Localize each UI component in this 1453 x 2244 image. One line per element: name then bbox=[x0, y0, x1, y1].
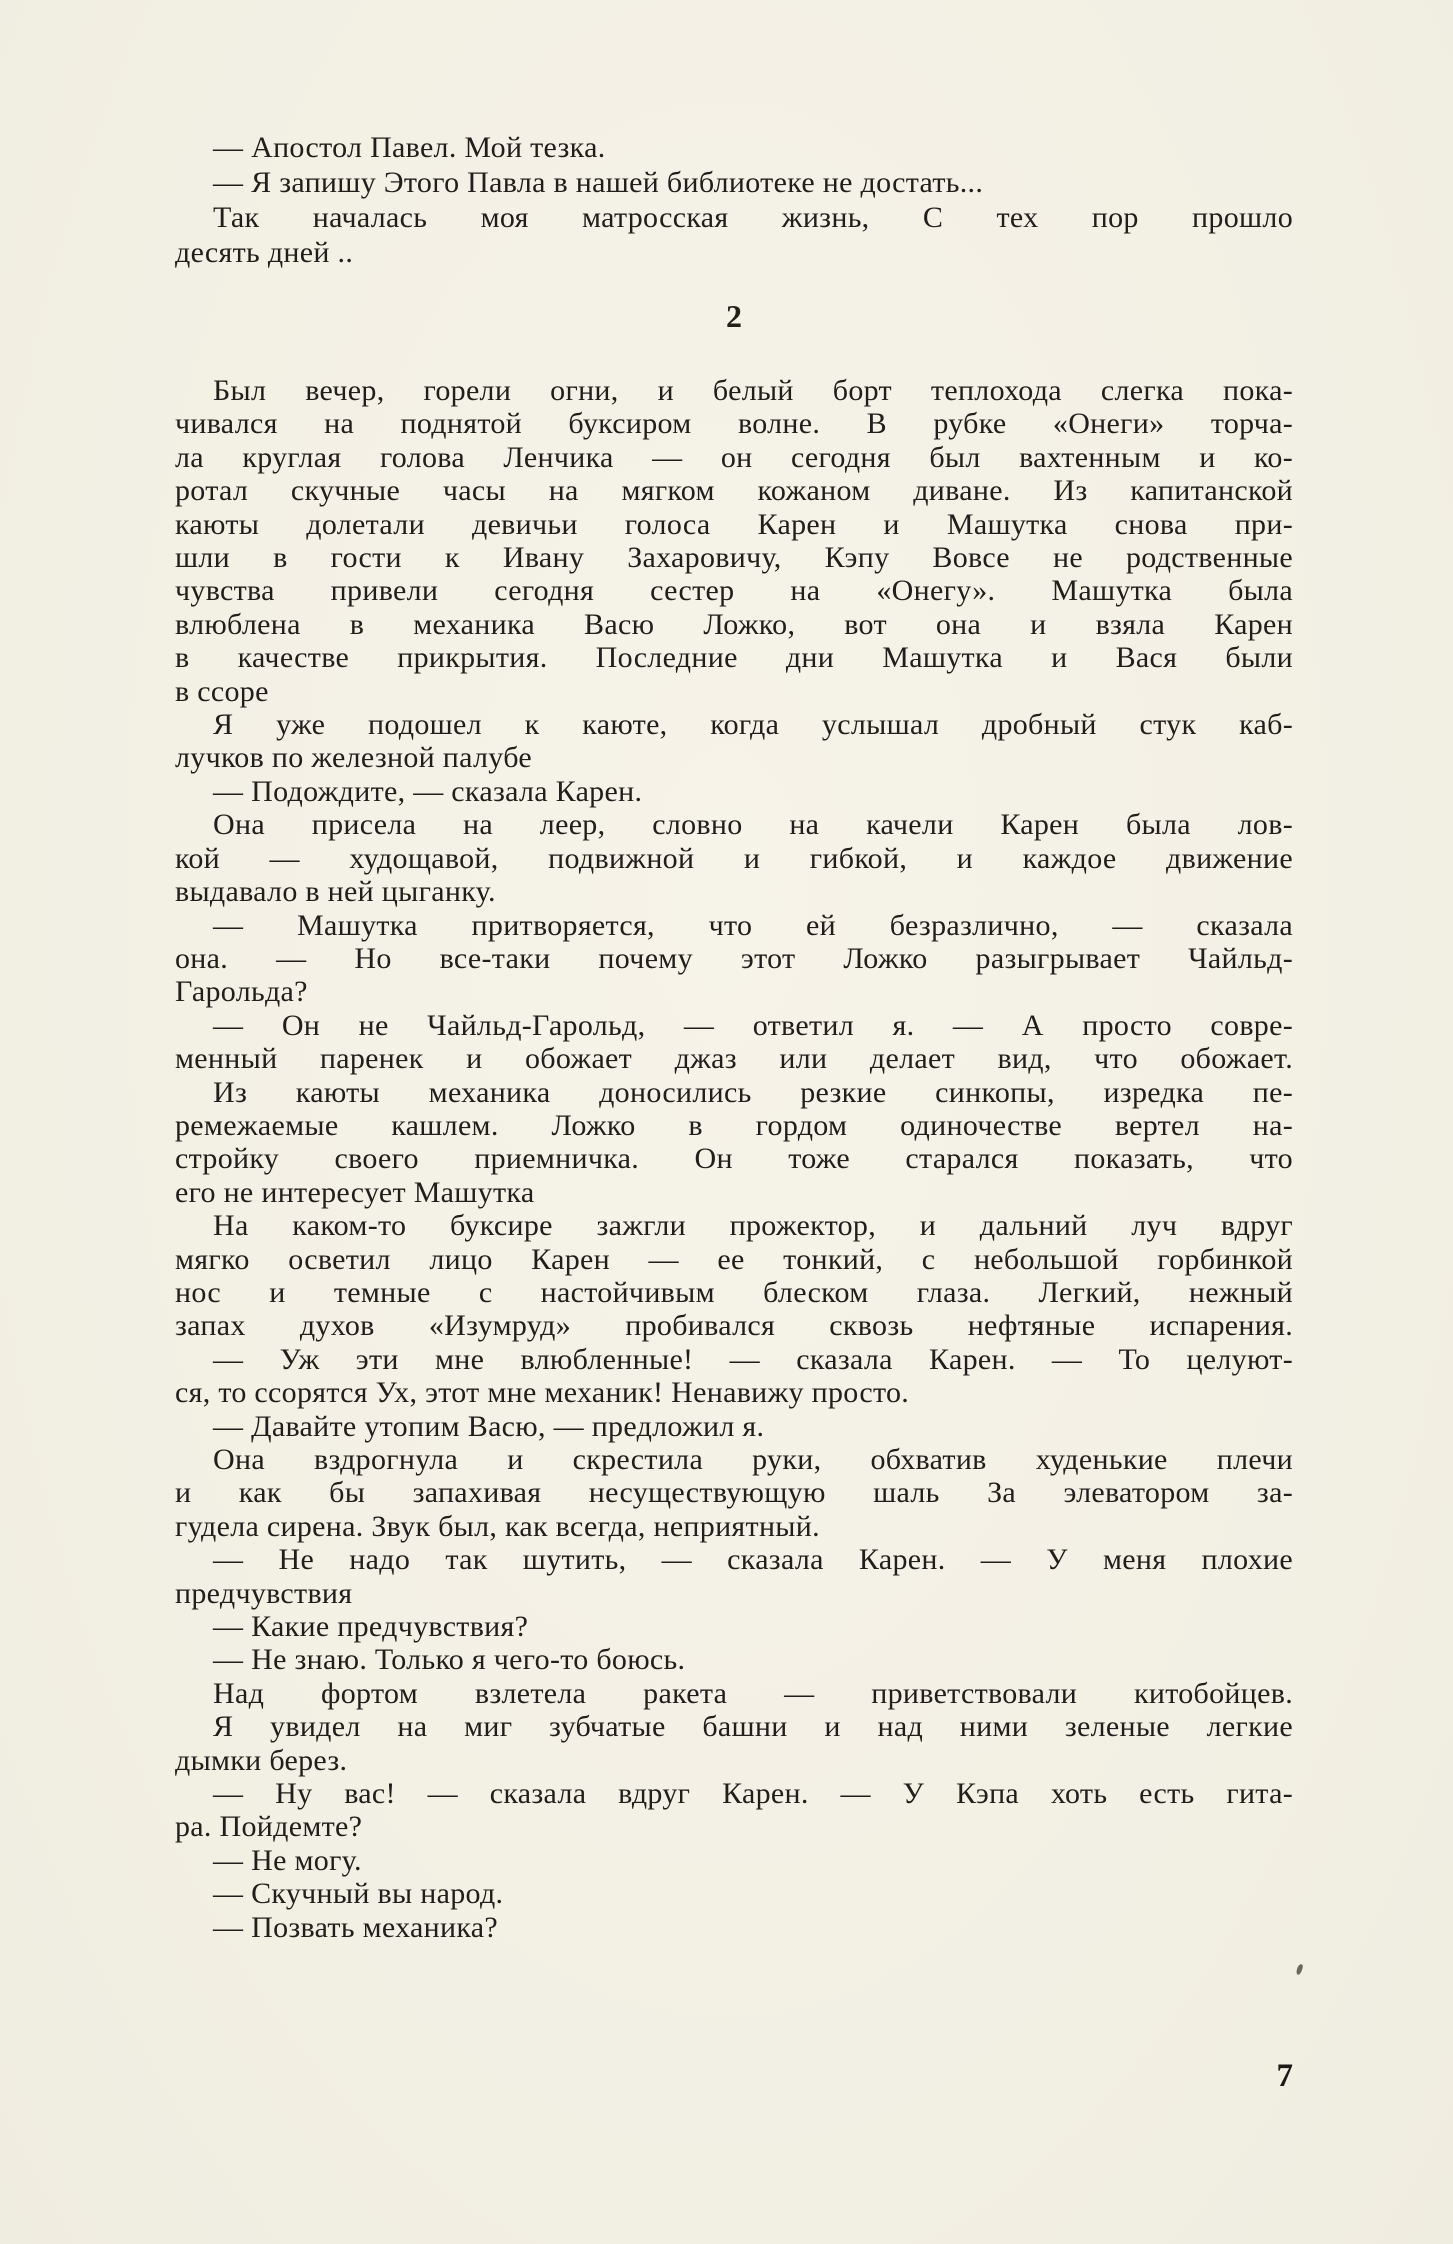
text-line: Гарольда? bbox=[175, 975, 308, 1009]
section-heading: 2 bbox=[726, 298, 742, 334]
text-line: ротал скучные часы на мягком кожаном диване. Из капитанской bbox=[175, 474, 1293, 508]
text-line: каюты долетали девичьи голоса Карен и Машутка снова при- bbox=[175, 507, 1293, 541]
text-line: менный паренек и обожает джаз или делает вид, что обожает. bbox=[175, 1042, 1293, 1076]
ink-speck bbox=[1295, 1963, 1303, 1975]
body-text bbox=[175, 374, 1293, 1944]
text-line: ся, то ссорятся Ух, этот мне механик! Ненавижу просто. bbox=[175, 1376, 910, 1410]
text-line: она. — Но все-таки почему этот Ложко разыгрывает Чайльд- bbox=[175, 941, 1293, 975]
text-line: — Позвать механика? bbox=[213, 1910, 499, 1944]
text-line: — Я запишу Этого Павла в нашей библиотеке не достать... bbox=[213, 166, 984, 199]
text-line: — Давайте утопим Васю, — предложил я. bbox=[213, 1409, 765, 1443]
text-line: ра. Пойдемте? bbox=[175, 1810, 363, 1844]
text-line: влюблена в механика Васю Ложко, вот она и взяла Карен bbox=[175, 607, 1293, 641]
text-line: стройку своего приемничка. Он тоже старался показать, что bbox=[175, 1142, 1293, 1176]
text-line: кой — худощавой, подвижной и гибкой, и каждое движение bbox=[175, 841, 1293, 875]
text-line: На каком-то буксире зажгли прожектор, и дальний луч вдруг bbox=[213, 1209, 1293, 1243]
text-line: — Не могу. bbox=[213, 1843, 362, 1877]
text-line: Я увидел на миг зубчатые башни и над ними зеленые легкие bbox=[213, 1710, 1293, 1744]
text-line: предчувствия bbox=[175, 1576, 353, 1610]
text-line: — Скучный вы народ. bbox=[213, 1877, 504, 1911]
text-line: лучков по железной палубе bbox=[175, 741, 532, 775]
text-line: и как бы запахивая несуществующую шаль За элеватором за- bbox=[175, 1476, 1293, 1510]
text-line: запах духов «Изумруд» пробивался сквозь нефтяные испарения. bbox=[175, 1309, 1293, 1343]
text-line: в качестве прикрытия. Последние дни Машутка и Вася были bbox=[175, 641, 1293, 675]
text-line: — Не знаю. Только я чего-то боюсь. bbox=[213, 1643, 686, 1677]
text-line: шли в гости к Ивану Захаровичу, Кэпу Вовсе не родственные bbox=[175, 541, 1293, 575]
text-line: Она присела на леер, словно на качели Карен была лов- bbox=[213, 808, 1293, 842]
text-line: его не интересует Машутка bbox=[175, 1175, 535, 1209]
text-line: — Машутка притворяется, что ей безразлично, — сказала bbox=[213, 908, 1293, 942]
text-line: чувства привели сегодня сестер на «Онегу». Машутка была bbox=[175, 574, 1293, 608]
text-line: — Уж эти мне влюбленные! — сказала Карен. — То целуют- bbox=[213, 1342, 1293, 1376]
text-line: дымки берез. bbox=[175, 1743, 348, 1777]
text-line: ла круглая голова Ленчика — он сегодня был вахтенным и ко- bbox=[175, 440, 1293, 474]
text-line: — Ну вас! — сказала вдруг Карен. — У Кэпа хоть есть гита- bbox=[213, 1777, 1293, 1811]
text-line: выдавало в ней цыганку. bbox=[175, 875, 496, 909]
text-line: гудела сирена. Звук был, как всегда, неприятный. bbox=[175, 1509, 820, 1543]
text-line: Над фортом взлетела ракета — приветствовали китобойцев. bbox=[213, 1676, 1293, 1710]
text-line: Я уже подошел к каюте, когда услышал дробный стук каб- bbox=[213, 708, 1293, 742]
text-line: десять дней .. bbox=[175, 236, 354, 269]
text-line: Из каюты механика доносились резкие синкопы, изредка пе- bbox=[213, 1075, 1293, 1109]
text-line: — Не надо так шутить, — сказала Карен. — У меня плохие bbox=[213, 1543, 1293, 1577]
text-line: — Он не Чайльд-Гарольд, — ответил я. — А просто совре- bbox=[213, 1008, 1293, 1042]
text-line: Она вздрогнула и скрестила руки, обхватив худенькие плечи bbox=[213, 1443, 1293, 1476]
text-line: — Апостол Павел. Мой тезка. bbox=[213, 131, 606, 164]
text-line: — Какие предчувствия? bbox=[213, 1610, 529, 1644]
text-line: чивался на поднятой буксиром волне. В рубке «Онеги» торча- bbox=[175, 407, 1293, 441]
text-line: мягко осветил лицо Карен — ее тонкий, с небольшой горбинкой bbox=[175, 1242, 1293, 1276]
text-line: — Подождите, — сказала Карен. bbox=[213, 774, 643, 808]
text-line: в ссоре bbox=[175, 674, 269, 708]
page-number: 7 bbox=[1276, 2058, 1293, 2094]
text-line: Был вечер, горели огни, и белый борт теплохода слегка пока- bbox=[213, 374, 1293, 407]
opening-paragraph bbox=[175, 130, 1293, 270]
text-line: нос и темные с настойчивым блеском глаза. Легкий, нежный bbox=[175, 1275, 1293, 1309]
text-line: ремежаемые кашлем. Ложко в гордом одиночестве вертел на- bbox=[175, 1108, 1293, 1142]
text-line: Так началась моя матросская жизнь, С тех пор прошло bbox=[213, 201, 1293, 234]
